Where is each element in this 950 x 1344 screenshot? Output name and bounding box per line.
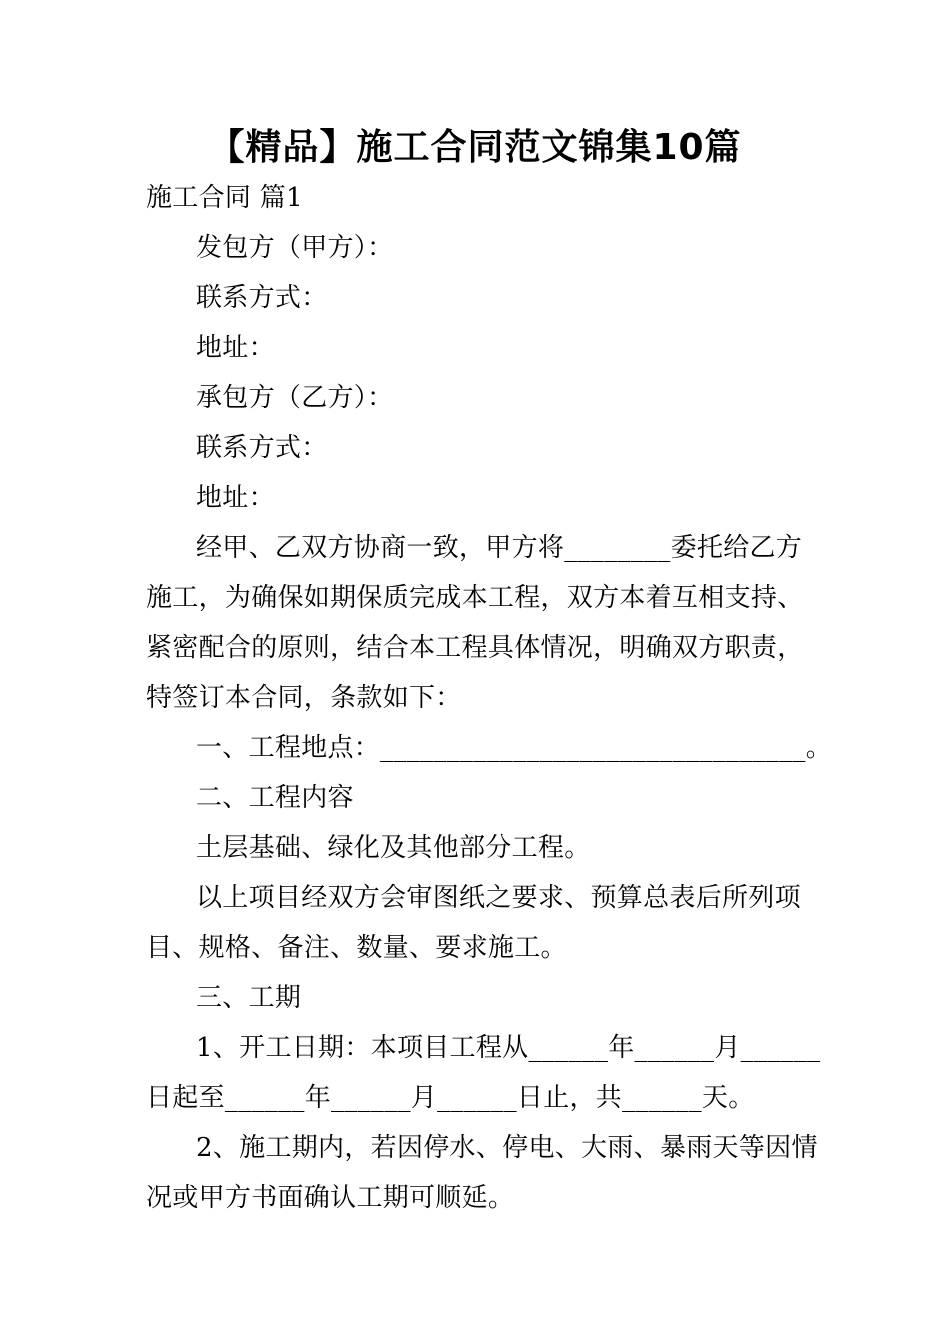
paragraph-line: 特签订本合同，条款如下： — [146, 683, 462, 713]
party-b-label: 承包方（乙方）： — [196, 383, 394, 413]
party-b-address: 地址： — [196, 483, 275, 513]
party-b-contact: 联系方式： — [196, 433, 328, 463]
clause-content-text: 土层基础、绿化及其他部分工程。 — [196, 833, 591, 863]
party-a-label: 发包方（甲方）： — [196, 233, 394, 263]
clause-schedule-heading: 三、工期 — [196, 983, 302, 1013]
paragraph-line: 经甲、乙双方协商一致，甲方将________委托给乙方 — [196, 533, 803, 563]
schedule-line: 2、施工期内，若因停水、停电、大雨、暴雨天等因情 — [196, 1133, 818, 1163]
paragraph-line: 施工，为确保如期保质完成本工程，双方本着互相支持、 — [146, 583, 804, 613]
paragraph-line: 紧密配合的原则，结合本工程具体情况，明确双方职责， — [146, 633, 804, 663]
party-a-contact: 联系方式： — [196, 283, 328, 313]
clause-content-heading: 二、工程内容 — [196, 783, 354, 813]
document-title: 【精品】施工合同范文锦集10篇 — [208, 127, 742, 168]
section-heading: 施工合同 篇1 — [146, 183, 303, 213]
party-a-address: 地址： — [196, 333, 275, 363]
paragraph-line: 以上项目经双方会审图纸之要求、预算总表后所列项 — [196, 883, 801, 913]
schedule-line: 1、开工日期：本项目工程从______年______月______ — [196, 1033, 821, 1063]
clause-location: 一、工程地点：________________________________。 — [196, 733, 832, 763]
schedule-line: 日起至______年______月______日止，共______天。 — [146, 1083, 755, 1113]
schedule-line: 况或甲方书面确认工期可顺延。 — [146, 1183, 515, 1213]
paragraph-line: 目、规格、备注、数量、要求施工。 — [146, 933, 567, 963]
